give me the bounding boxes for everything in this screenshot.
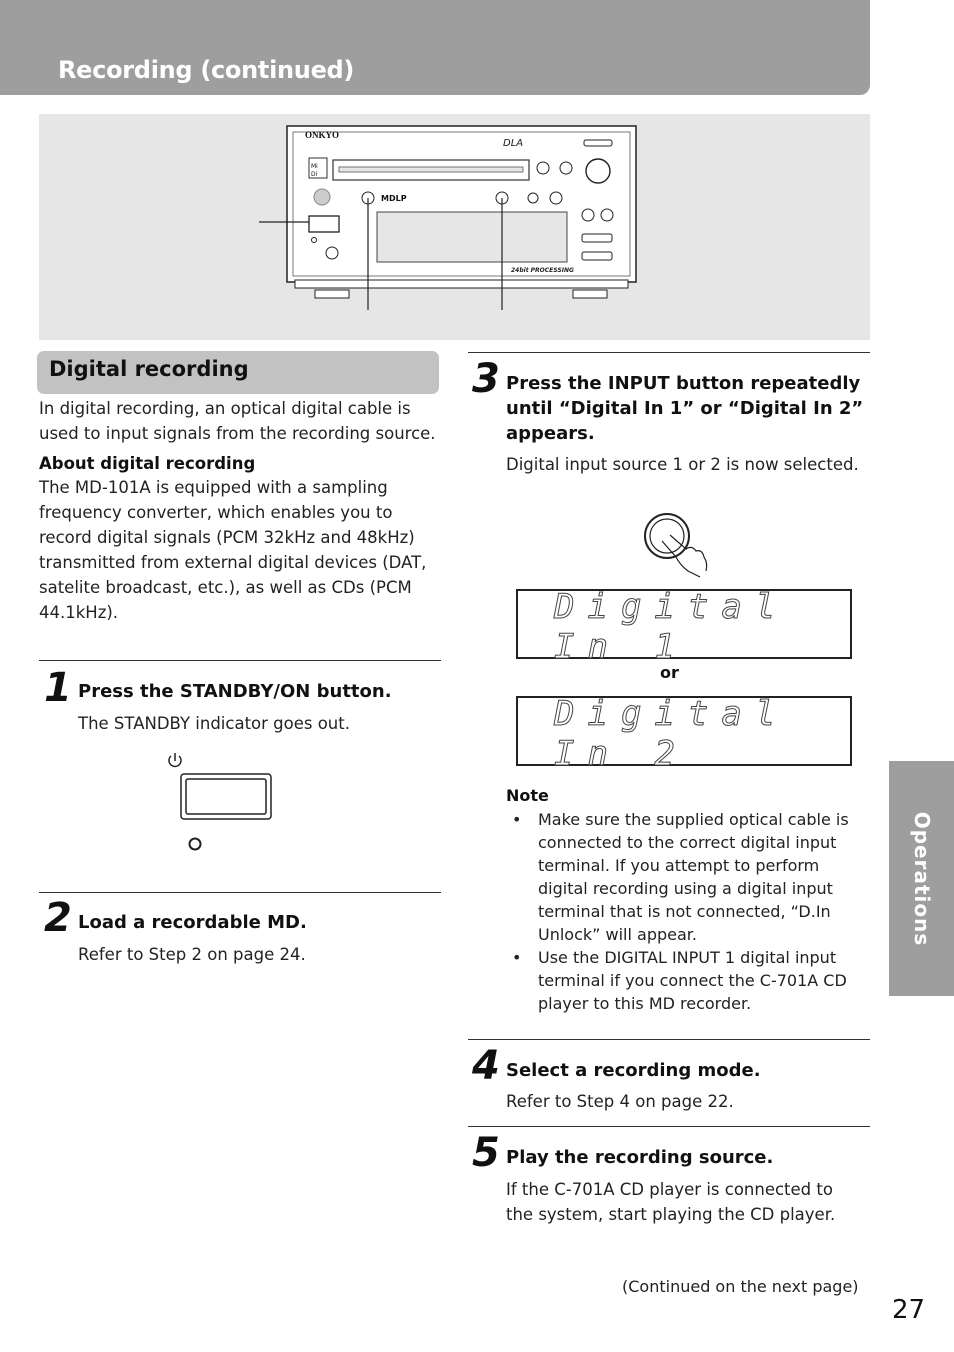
mdlp-label: MDLP (381, 194, 407, 203)
note-item: • Use the DIGITAL INPUT 1 digital input terminal if you connect the C-701A CD player to this MD recorder. (506, 946, 868, 1015)
power-icon (169, 753, 181, 766)
step-divider (39, 892, 441, 893)
standby-indicator-icon (190, 839, 201, 850)
note-item: • Make sure the supplied optical cable is connected to the correct digital input terminal. If you attempt to perform digital recording using a digital input terminal that is not connected, “D.In Unlock” will appear. (506, 808, 868, 946)
step-title: Select a recording mode. (506, 1060, 761, 1081)
lcd-display-digital-in-1 (516, 587, 852, 667)
input-button-press-icon (636, 505, 716, 580)
step-title: Press the STANDBY/ON button. (78, 681, 392, 702)
side-tab-label: Operations (909, 811, 934, 946)
step-number: 2 (44, 895, 72, 941)
step-number: 5 (472, 1130, 500, 1176)
lcd-display-digital-in-2 (516, 694, 852, 774)
page-number: 27 (892, 1295, 926, 1325)
lcd-text: Digital In 2 (554, 694, 789, 774)
svg-text:Di: Di (311, 171, 318, 178)
step-title: Play the recording source. (506, 1147, 774, 1168)
step-text: Refer to Step 4 on page 22. (506, 1092, 734, 1111)
standby-button-illustration (160, 750, 280, 855)
processing-label: 24bit PROCESSING (511, 267, 574, 274)
svg-text:DLA: DLA (503, 138, 524, 149)
step-text: If the C-701A CD player is connected to the system, start playing the CD player. (506, 1180, 836, 1224)
brand-logo: ONKYO (305, 130, 340, 140)
continued-note: (Continued on the next page) (622, 1277, 859, 1296)
intro-text: In digital recording, an optical digital cable is used to input signals from the recording source. (39, 399, 436, 443)
step-number: 1 (44, 665, 72, 711)
step-number: 3 (472, 356, 500, 402)
step-divider (468, 1126, 870, 1127)
page-title: Recording (continued) (58, 56, 355, 84)
step-text: The STANDBY indicator goes out. (78, 714, 350, 733)
note-list (506, 808, 868, 1015)
step-divider (39, 660, 441, 661)
about-text: The MD-101A is equipped with a sampling frequency converter, which enables you to record digital signals (PCM 32kHz and 48kHz) transmitted from external digital devices (DAT, satelite broadcast, etc.), as well as CDs (PCM 44.1kHz). (39, 478, 427, 622)
step-number: 4 (472, 1043, 500, 1089)
lcd-text: Digital In 1 (554, 587, 789, 667)
step-divider (468, 352, 870, 353)
step-title: Press the INPUT button repeatedly until “Digital In 1” or “Digital In 2” appears. (506, 373, 864, 444)
step-divider (468, 1039, 870, 1040)
side-tab-label-wrap (889, 761, 954, 996)
section-title: Digital recording (49, 357, 249, 381)
step-title: Load a recordable MD. (78, 912, 307, 933)
step-text: Digital input source 1 or 2 is now selected. (506, 455, 859, 474)
or-label: or (660, 663, 679, 682)
note-title: Note (506, 786, 549, 805)
md-recorder-front-panel (39, 114, 870, 340)
device-illustration (39, 114, 870, 340)
svg-text:Mi: Mi (311, 163, 318, 170)
step-text: Refer to Step 2 on page 24. (78, 945, 306, 964)
about-title: About digital recording (39, 454, 256, 473)
